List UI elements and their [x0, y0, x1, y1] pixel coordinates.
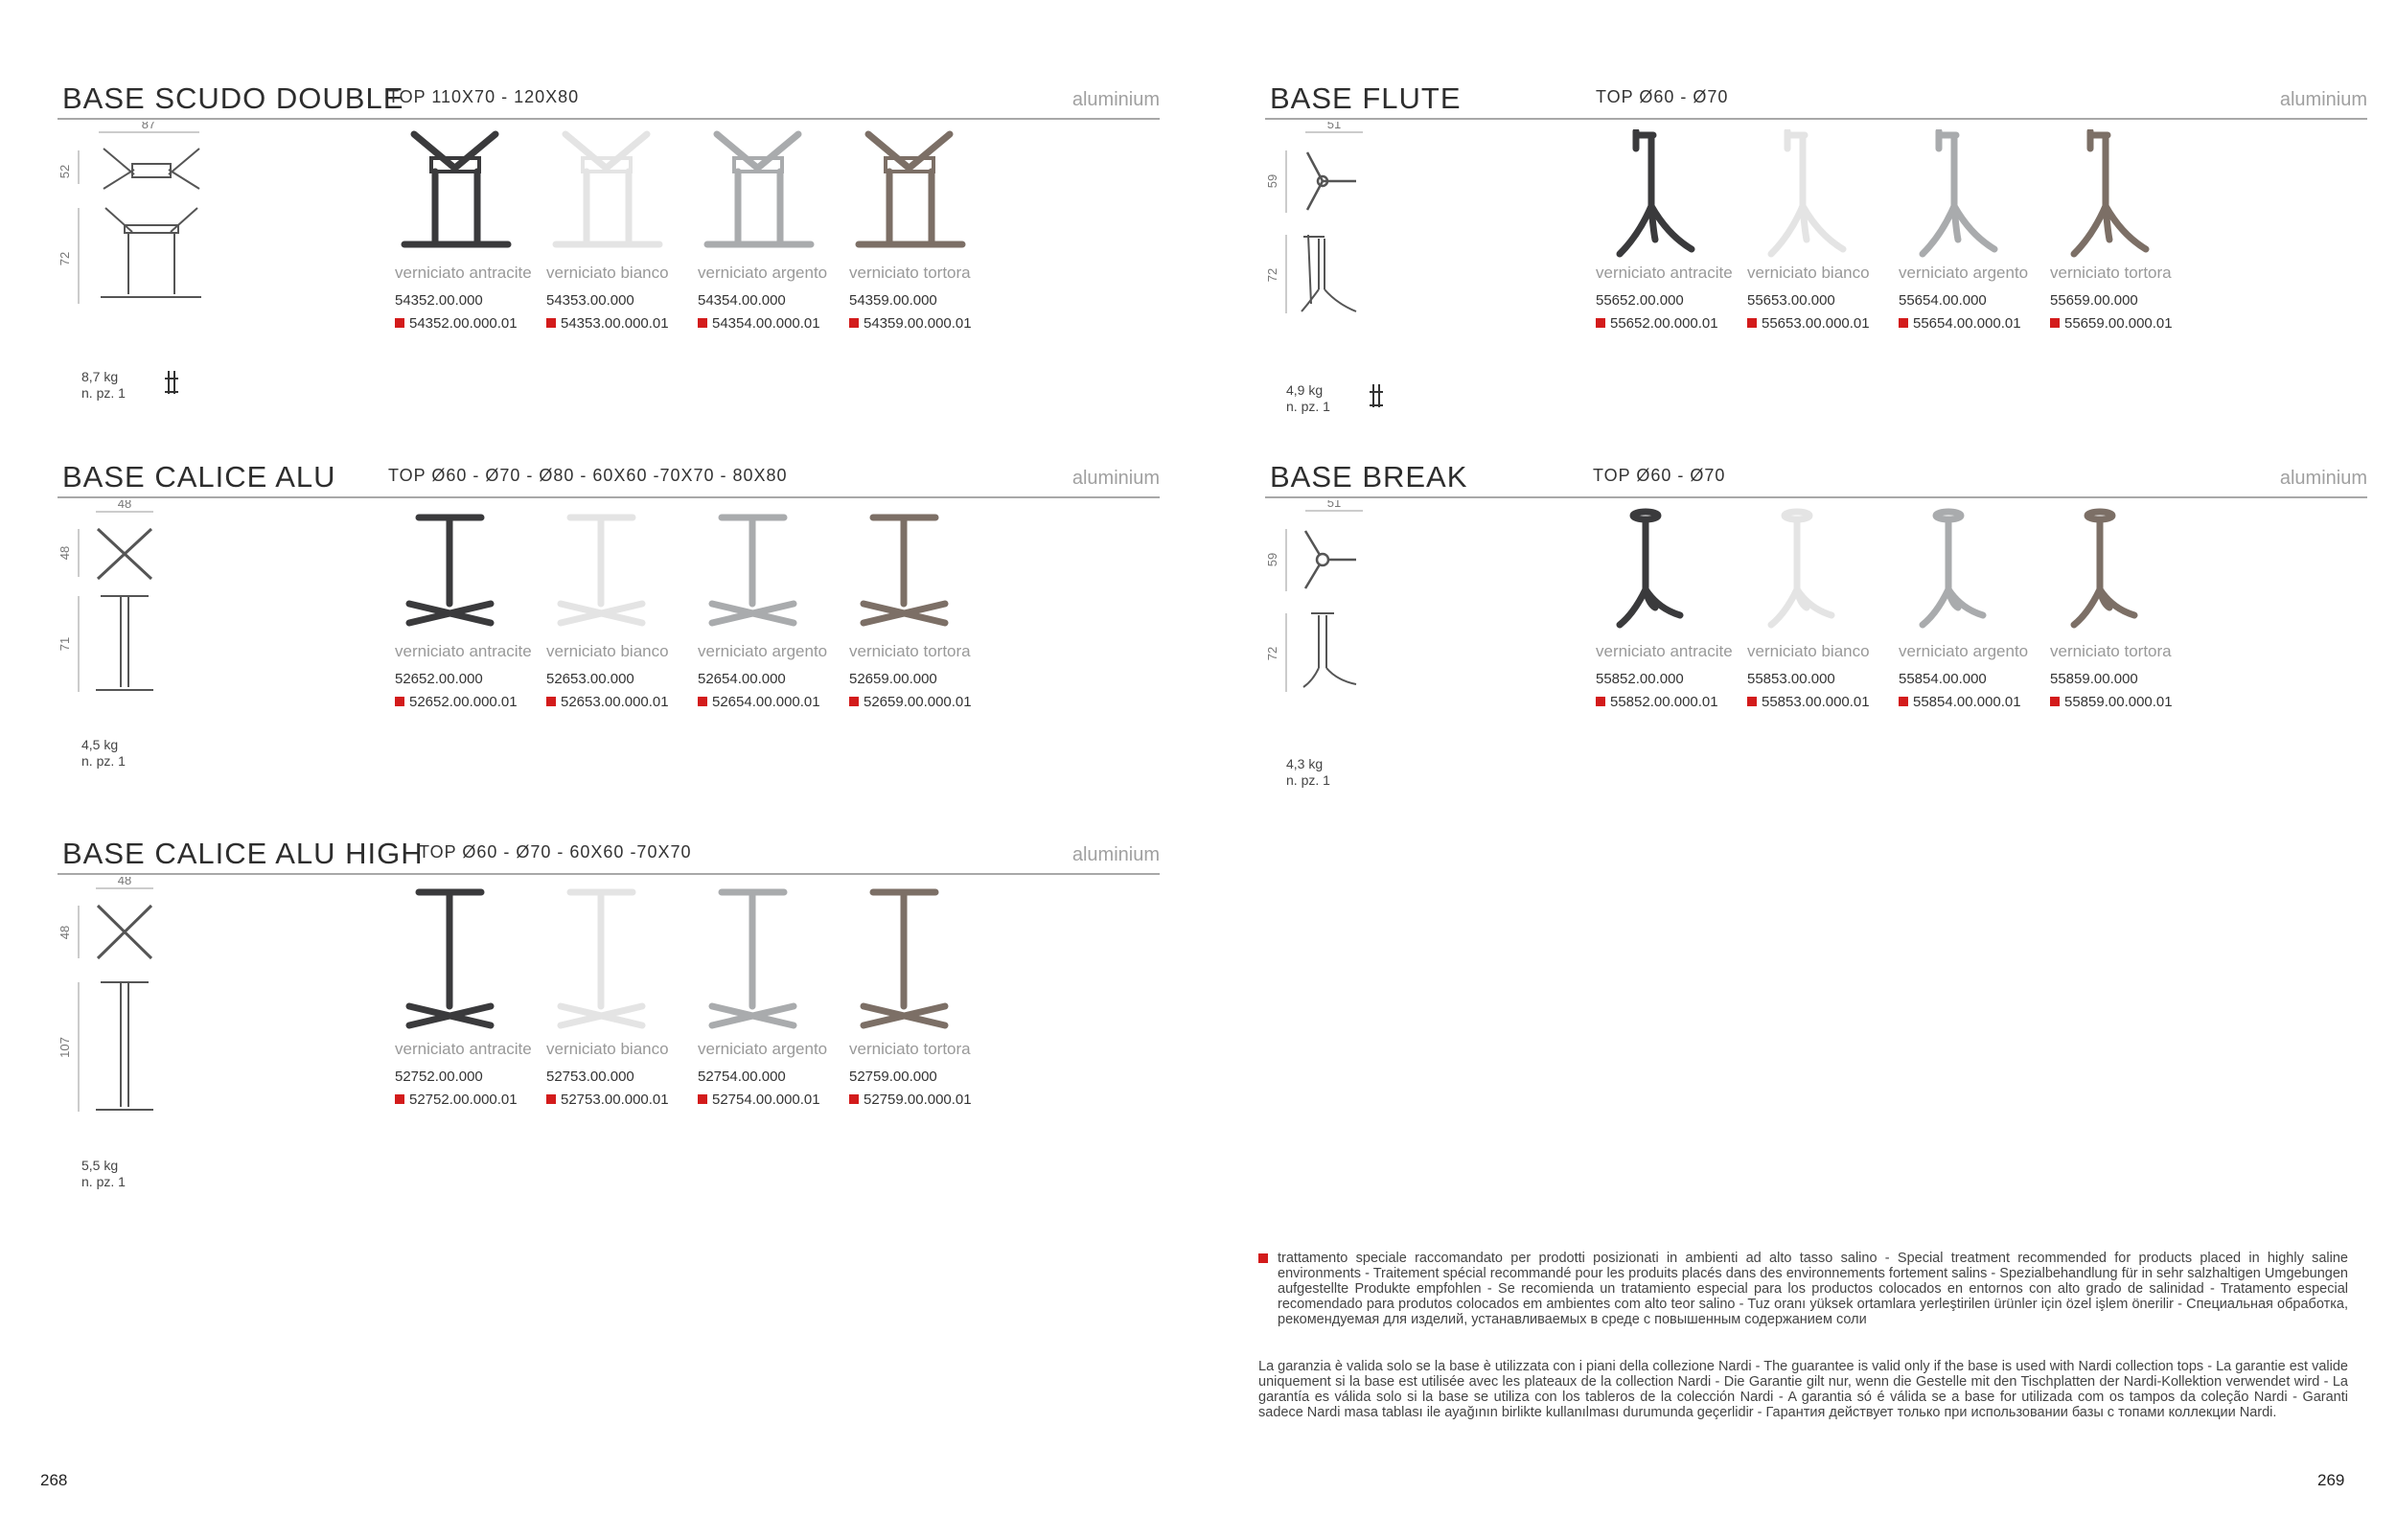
- product-variant: [2050, 129, 2201, 359]
- base-dimension-drawing: [58, 122, 230, 304]
- weight-value: 5,5 kg: [81, 1158, 119, 1173]
- pieces-per-pack: n. pz. 1: [81, 753, 126, 769]
- salt-code-value: 54354.00.000.01: [712, 315, 820, 332]
- dim-height: 71: [58, 636, 72, 652]
- product-silhouette: [1771, 131, 1843, 254]
- section-top-sizes: TOP Ø60 - Ø70: [1596, 87, 1729, 106]
- section-top-sizes: TOP Ø60 - Ø70 - 60X60 -70X70: [419, 842, 692, 862]
- product-salt-code: [849, 315, 972, 332]
- salt-marker-icon: [849, 697, 859, 706]
- product-silhouette: [712, 517, 794, 623]
- product-image-break: [1747, 508, 1899, 637]
- dim-depth: 59: [1265, 552, 1279, 567]
- salt-marker-icon: [2050, 318, 2060, 328]
- product-salt-code: [546, 1092, 669, 1108]
- salt-code-value: 55853.00.000.01: [1762, 694, 1870, 710]
- product-code: 52754.00.000: [698, 1069, 786, 1085]
- product-image-calice-high: [395, 886, 546, 1035]
- section-header: [58, 460, 1160, 498]
- product-code: 55854.00.000: [1899, 671, 1987, 687]
- salt-marker-icon: [698, 318, 707, 328]
- product-salt-code: [395, 315, 518, 332]
- product-variant: [395, 129, 546, 359]
- product-image-scudo-double: [849, 129, 1001, 259]
- dim-height: 107: [58, 1037, 72, 1058]
- salt-marker-icon: [698, 1094, 707, 1104]
- product-finish: verniciato tortora: [2050, 264, 2172, 282]
- product-salt-code: [849, 1092, 972, 1108]
- product-variant: [698, 129, 849, 359]
- product-silhouette: [561, 892, 642, 1025]
- weight-info: [81, 737, 126, 770]
- product-variant: [849, 508, 1001, 738]
- product-finish: verniciato argento: [698, 264, 828, 282]
- product-silhouette: [409, 892, 491, 1025]
- salt-code-value: 55852.00.000.01: [1610, 694, 1718, 710]
- salt-marker-icon: [546, 697, 556, 706]
- salt-marker-icon: [849, 318, 859, 328]
- dim-width: 48: [117, 877, 132, 887]
- product-silhouette: [404, 134, 508, 244]
- product-image-scudo-double: [395, 129, 546, 259]
- section-header: [58, 81, 1160, 120]
- product-salt-code: [698, 1092, 820, 1108]
- salt-marker-icon: [849, 1094, 859, 1104]
- product-finish: verniciato antracite: [1596, 642, 1733, 660]
- product-variant: [395, 886, 546, 1136]
- salt-code-value: 55653.00.000.01: [1762, 315, 1870, 332]
- salt-code-value: 54352.00.000.01: [409, 315, 518, 332]
- dim-height: 72: [1265, 646, 1279, 661]
- product-silhouette: [864, 892, 945, 1025]
- product-silhouette: [712, 892, 794, 1025]
- product-variant: [1747, 508, 1899, 738]
- product-salt-code: [395, 1092, 518, 1108]
- product-silhouette: [556, 134, 659, 244]
- product-code: 54359.00.000: [849, 292, 937, 309]
- product-variant: [2050, 508, 2201, 738]
- product-image-calice: [698, 508, 849, 637]
- product-variant: [1596, 508, 1747, 738]
- salt-treatment-text: trattamento speciale raccomandato per prodotti posizionati in ambienti ad alto tasso salino - Special treatment recommended for products placed in highly saline environments - Traitement spécial recommandé pour les produits placés dans des environnements fortement salins - Spezialbehandlung für in sehr salzhaltigen Umgebungen aufgestellte Produkte empfohlen - Se recomienda un tratamiento especial para los productos colocados en entornos con alto grado de salinidad - Tratamento especial recomendado para produtos colocados em ambientes com alto teor salino - Tuz oranı yüksek ortamlara yerleştirilen ürünler için özel işlem önerilir - Специальная обработка, рекомендуемая для изделий, устанавливаемых в среде с повышенным содержанием соли: [1278, 1251, 2348, 1327]
- product-finish: verniciato argento: [698, 1040, 828, 1058]
- product-code: 54353.00.000: [546, 292, 634, 309]
- product-image-scudo-double: [698, 129, 849, 259]
- product-variant: [546, 886, 698, 1136]
- section-title: BASE FLUTE: [1270, 81, 1462, 115]
- section-top-sizes: TOP Ø60 - Ø70 - Ø80 - 60X60 -70X70 - 80X80: [388, 466, 788, 485]
- product-finish: verniciato bianco: [546, 1040, 669, 1058]
- salt-code-value: 52759.00.000.01: [864, 1092, 972, 1108]
- guarantee-note: [1258, 1359, 2348, 1420]
- section-base-calice-alu-high: [58, 837, 1160, 1220]
- product-variant: [546, 508, 698, 738]
- product-code: 55652.00.000: [1596, 292, 1684, 309]
- dim-width: 87: [141, 122, 156, 131]
- page-number-right: 269: [2317, 1471, 2345, 1489]
- technical-drawing: [58, 500, 230, 826]
- product-image-break: [2050, 508, 2201, 637]
- product-variant: [1596, 129, 1747, 359]
- weight-value: 8,7 kg: [81, 369, 119, 384]
- product-salt-code: [698, 694, 820, 710]
- weight-info: [1286, 382, 1330, 415]
- product-variant: [849, 886, 1001, 1136]
- product-silhouette: [864, 517, 945, 623]
- base-dimension-drawing: [1265, 500, 1438, 697]
- salt-marker-icon: [395, 697, 404, 706]
- page-number-left: 268: [40, 1471, 68, 1489]
- salt-marker-icon: [1899, 697, 1908, 706]
- product-code: 55653.00.000: [1747, 292, 1835, 309]
- salt-marker-icon: [698, 697, 707, 706]
- product-image-calice: [546, 508, 698, 637]
- technical-drawing: [1265, 122, 1438, 448]
- salt-code-value: 52754.00.000.01: [712, 1092, 820, 1108]
- section-base-break: [1265, 460, 2367, 824]
- section-title: BASE SCUDO DOUBLE: [62, 81, 404, 115]
- product-code: 52653.00.000: [546, 671, 634, 687]
- salt-marker-icon: [1747, 318, 1757, 328]
- product-finish: verniciato antracite: [395, 642, 532, 660]
- salt-code-value: 52654.00.000.01: [712, 694, 820, 710]
- weight-info: [81, 1158, 126, 1190]
- product-variant: [1899, 508, 2050, 738]
- weight-value: 4,9 kg: [1286, 382, 1324, 398]
- product-variant: [698, 886, 849, 1136]
- pieces-per-pack: n. pz. 1: [81, 1174, 126, 1189]
- salt-code-value: 55652.00.000.01: [1610, 315, 1718, 332]
- product-image-flute: [2050, 129, 2201, 259]
- salt-marker-icon: [2050, 697, 2060, 706]
- salt-code-value: 55659.00.000.01: [2064, 315, 2173, 332]
- guarantee-text: La garanzia è valida solo se la base è utilizzata con i piani della collezione Nardi - The guarantee is valid only if the base is used with Nardi collection tops - La garantie est valide uniquement si la base est utilisée avec les plateaux de la collection Nardi - Die Garantie gilt nur, wenn die Gestelle mit den Tischplatten der Nardi-Kollektion verwendet wird - La garantía es válida solo si la base se utiliza con los tableros de la colección Nardi - A garantia só é válida se a base for utilizada com os tampos da coleção Nardi - Garanti sadece Nardi masa tablası ile ayağının birlikte kullanılması durumunda geçerlidir - Гарантия действует только при использовании базы с топами коллекции Nardi.: [1258, 1359, 2348, 1420]
- weight-value: 4,3 kg: [1286, 756, 1324, 771]
- salt-code-value: 52653.00.000.01: [561, 694, 669, 710]
- salt-marker-icon: [1899, 318, 1908, 328]
- product-code: 52752.00.000: [395, 1069, 483, 1085]
- salt-marker-icon: [395, 1094, 404, 1104]
- product-finish: verniciato bianco: [546, 642, 669, 660]
- product-salt-code: [546, 694, 669, 710]
- product-image-calice: [849, 508, 1001, 637]
- section-material: aluminium: [1071, 89, 1160, 110]
- product-finish: verniciato tortora: [849, 642, 971, 660]
- weight-info: [81, 369, 126, 402]
- technical-drawing: [58, 877, 230, 1222]
- product-silhouette: [2074, 131, 2146, 254]
- salt-code-value: 55859.00.000.01: [2064, 694, 2173, 710]
- dim-depth: 52: [58, 164, 72, 179]
- product-salt-code: [1747, 694, 1870, 710]
- product-silhouette: [1771, 512, 1832, 625]
- product-code: 55859.00.000: [2050, 671, 2138, 687]
- product-image-flute: [1899, 129, 2050, 259]
- section-material: aluminium: [2279, 468, 2367, 489]
- product-salt-code: [1596, 315, 1718, 332]
- dim-depth: 48: [58, 925, 72, 940]
- product-image-flute: [1747, 129, 1899, 259]
- product-code: 55852.00.000: [1596, 671, 1684, 687]
- section-material: aluminium: [1071, 468, 1160, 489]
- product-code: 52652.00.000: [395, 671, 483, 687]
- product-silhouette: [409, 517, 491, 623]
- technical-drawing: [1265, 500, 1438, 826]
- salt-code-value: 55854.00.000.01: [1913, 694, 2021, 710]
- product-salt-code: [1747, 315, 1870, 332]
- dim-height: 72: [1265, 267, 1279, 283]
- product-code: 55654.00.000: [1899, 292, 1987, 309]
- product-finish: verniciato bianco: [1747, 642, 1870, 660]
- weight-value: 4,5 kg: [81, 737, 119, 752]
- product-salt-code: [546, 315, 669, 332]
- dim-width: 48: [117, 500, 132, 511]
- salt-marker-icon: [395, 318, 404, 328]
- product-image-calice-high: [698, 886, 849, 1035]
- product-salt-code: [1596, 694, 1718, 710]
- product-silhouette: [1620, 512, 1680, 625]
- product-code: 54352.00.000: [395, 292, 483, 309]
- product-silhouette: [1620, 131, 1692, 254]
- product-silhouette: [859, 134, 962, 244]
- salt-code-value: 52753.00.000.01: [561, 1092, 669, 1108]
- dim-height: 72: [58, 251, 72, 266]
- base-dimension-drawing: [58, 877, 230, 1116]
- section-base-flute: [1265, 81, 2367, 446]
- section-title: BASE BREAK: [1270, 460, 1468, 494]
- base-dimension-drawing: [58, 500, 230, 701]
- product-finish: verniciato argento: [1899, 264, 2029, 282]
- salt-code-value: 52752.00.000.01: [409, 1092, 518, 1108]
- product-code: 55659.00.000: [2050, 292, 2138, 309]
- product-image-break: [1899, 508, 2050, 637]
- product-finish: verniciato antracite: [1596, 264, 1733, 282]
- product-silhouette: [1923, 131, 1994, 254]
- salt-code-value: 54353.00.000.01: [561, 315, 669, 332]
- technical-drawing: [58, 122, 230, 448]
- product-finish: verniciato bianco: [1747, 264, 1870, 282]
- product-finish: verniciato bianco: [546, 264, 669, 282]
- product-salt-code: [849, 694, 972, 710]
- product-image-calice-high: [849, 886, 1001, 1035]
- stackable-icon: [1369, 382, 1388, 409]
- product-variant: [698, 508, 849, 738]
- product-variant: [546, 129, 698, 359]
- product-silhouette: [561, 517, 642, 623]
- product-variant: [1747, 129, 1899, 359]
- product-salt-code: [1899, 315, 2021, 332]
- product-finish: verniciato tortora: [849, 1040, 971, 1058]
- section-title: BASE CALICE ALU: [62, 460, 336, 494]
- product-finish: verniciato antracite: [395, 1040, 532, 1058]
- salt-marker-icon: [546, 318, 556, 328]
- salt-marker-icon: [546, 1094, 556, 1104]
- product-salt-code: [2050, 315, 2173, 332]
- product-code: 52659.00.000: [849, 671, 937, 687]
- product-salt-code: [2050, 694, 2173, 710]
- pieces-per-pack: n. pz. 1: [1286, 772, 1330, 788]
- section-material: aluminium: [2279, 89, 2367, 110]
- product-image-calice-high: [546, 886, 698, 1035]
- product-image-flute: [1596, 129, 1747, 259]
- product-variant: [395, 508, 546, 738]
- section-header: [58, 837, 1160, 875]
- section-base-calice-alu: [58, 460, 1160, 824]
- dim-depth: 48: [58, 545, 72, 561]
- product-finish: verniciato antracite: [395, 264, 532, 282]
- section-title: BASE CALICE ALU HIGH: [62, 837, 424, 870]
- base-dimension-drawing: [1265, 122, 1438, 318]
- dim-depth: 59: [1265, 173, 1279, 189]
- salt-marker-icon: [1258, 1253, 1268, 1263]
- product-variant: [849, 129, 1001, 359]
- salt-marker-icon: [1596, 318, 1605, 328]
- stackable-icon: [164, 369, 183, 396]
- product-silhouette: [707, 134, 811, 244]
- product-salt-code: [1899, 694, 2021, 710]
- product-code: 55853.00.000: [1747, 671, 1835, 687]
- product-image-break: [1596, 508, 1747, 637]
- section-header: [1265, 81, 2367, 120]
- salt-treatment-note: [1258, 1251, 2348, 1327]
- salt-code-value: 55654.00.000.01: [1913, 315, 2021, 332]
- product-salt-code: [395, 694, 518, 710]
- section-header: [1265, 460, 2367, 498]
- dim-width: 51: [1326, 500, 1342, 510]
- product-finish: verniciato tortora: [849, 264, 971, 282]
- product-silhouette: [1923, 512, 1983, 625]
- salt-code-value: 52659.00.000.01: [864, 694, 972, 710]
- product-finish: verniciato tortora: [2050, 642, 2172, 660]
- product-variant: [1899, 129, 2050, 359]
- section-material: aluminium: [1071, 844, 1160, 865]
- pieces-per-pack: n. pz. 1: [1286, 399, 1330, 414]
- product-code: 52753.00.000: [546, 1069, 634, 1085]
- section-top-sizes: TOP Ø60 - Ø70: [1593, 466, 1726, 485]
- dim-width: 51: [1326, 122, 1342, 131]
- salt-code-value: 54359.00.000.01: [864, 315, 972, 332]
- salt-marker-icon: [1747, 697, 1757, 706]
- product-code: 54354.00.000: [698, 292, 786, 309]
- product-salt-code: [698, 315, 820, 332]
- salt-marker-icon: [1596, 697, 1605, 706]
- product-image-calice: [395, 508, 546, 637]
- product-image-scudo-double: [546, 129, 698, 259]
- section-base-scudo-double: [58, 81, 1160, 446]
- product-finish: verniciato argento: [698, 642, 828, 660]
- product-code: 52759.00.000: [849, 1069, 937, 1085]
- pieces-per-pack: n. pz. 1: [81, 385, 126, 401]
- product-silhouette: [2074, 512, 2134, 625]
- product-finish: verniciato argento: [1899, 642, 2029, 660]
- section-top-sizes: TOP 110X70 - 120X80: [388, 87, 580, 106]
- product-code: 52654.00.000: [698, 671, 786, 687]
- salt-code-value: 52652.00.000.01: [409, 694, 518, 710]
- weight-info: [1286, 756, 1330, 789]
